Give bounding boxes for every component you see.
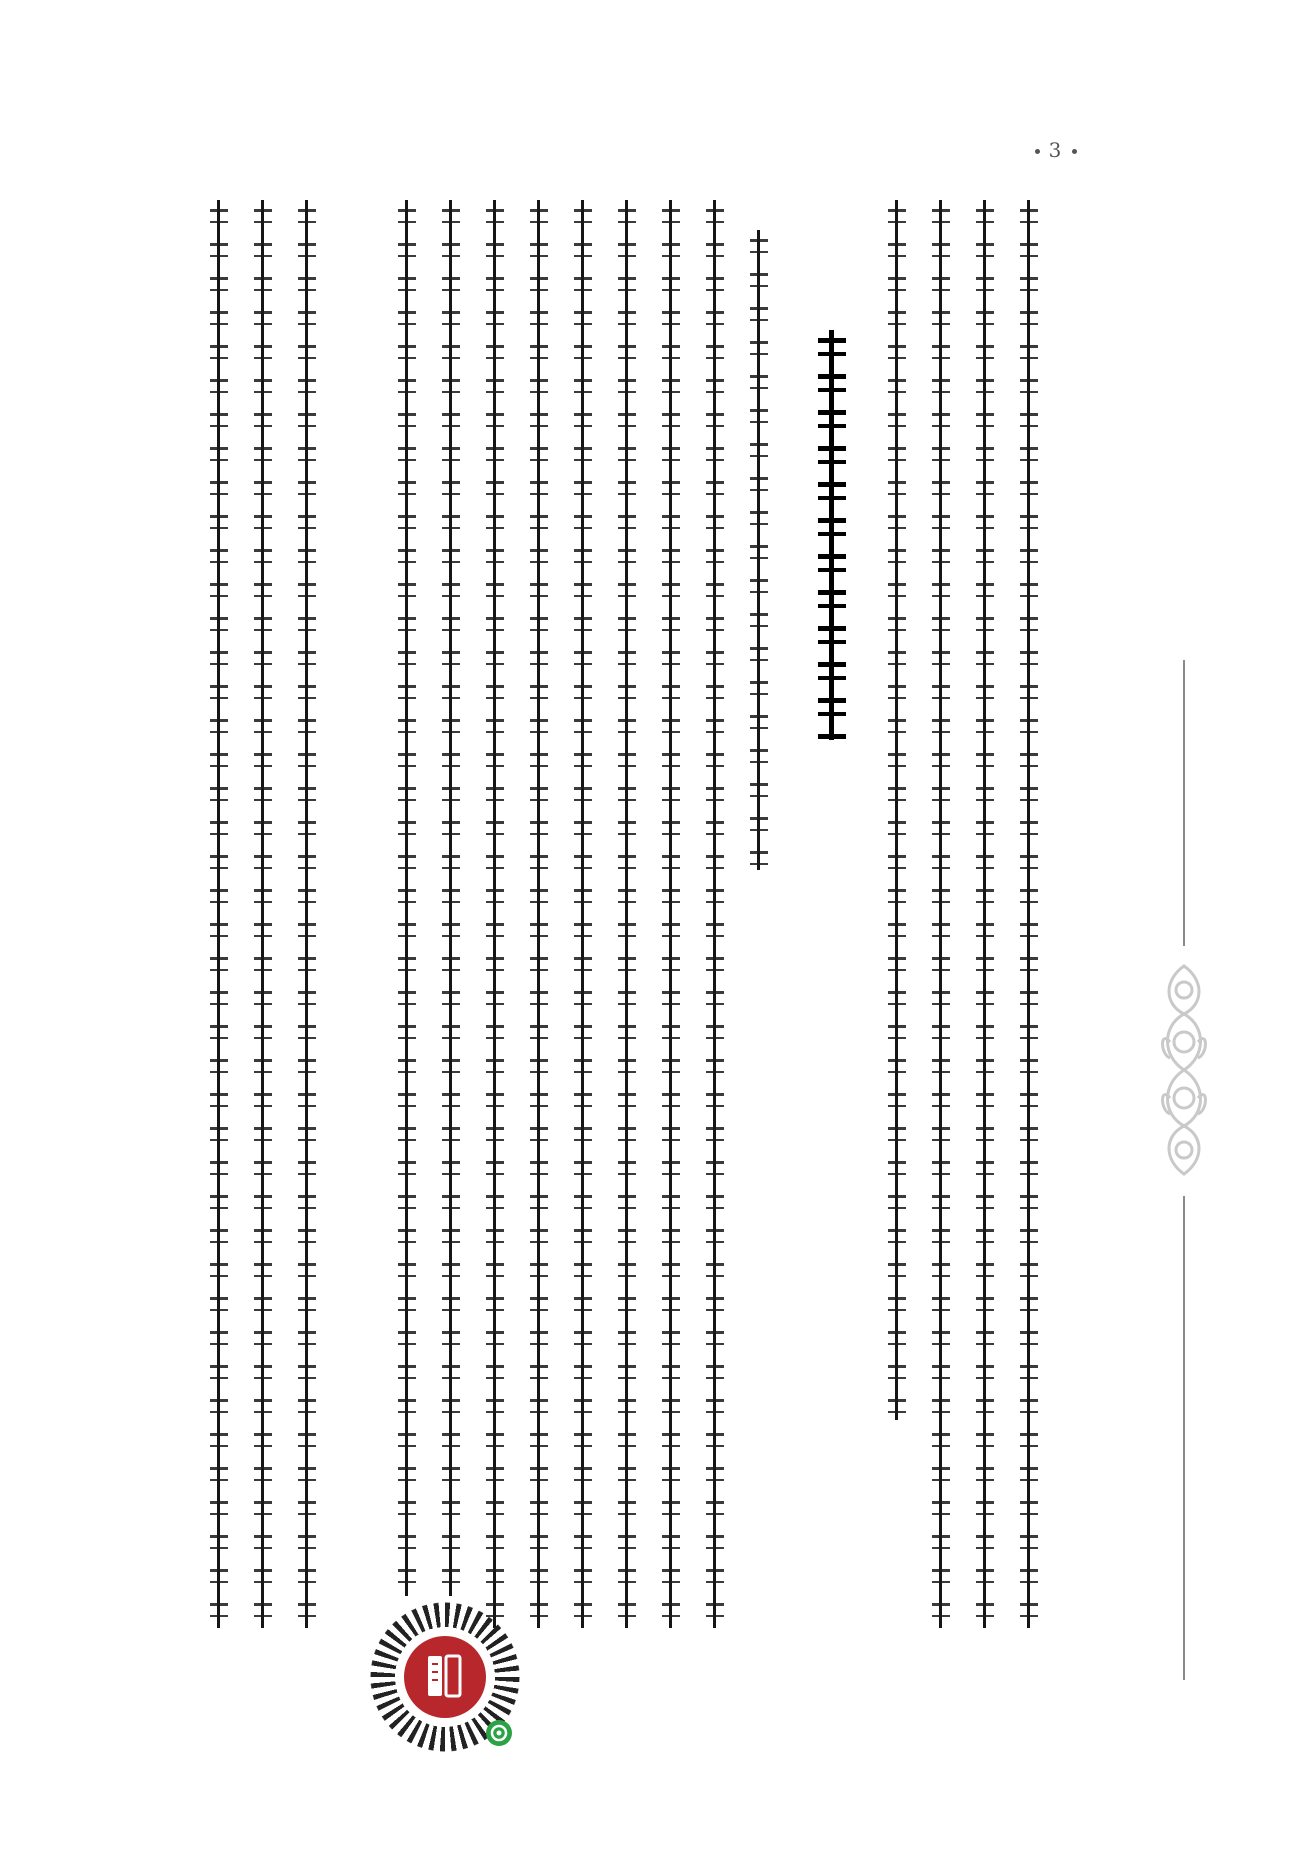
paragraph-1-column-4 (880, 200, 914, 1420)
paragraph-2-column-8 (434, 200, 468, 1596)
cloud-scroll-ornament-icon (1156, 960, 1212, 1180)
paragraph-2-column-2 (698, 200, 732, 1628)
wechat-badge-icon (486, 1720, 512, 1746)
paragraph-2-column-4 (610, 200, 644, 1628)
header-rule-bottom (1183, 1196, 1185, 1680)
page-number-dot-right (1072, 149, 1077, 154)
section-heading (812, 330, 852, 740)
paragraph-2-column-11 (246, 200, 280, 1628)
running-header (1154, 660, 1214, 1680)
paragraph-2-column-12 (202, 200, 236, 1628)
page-number-dot-left (1035, 149, 1040, 154)
paragraph-2-column-9 (390, 200, 424, 1596)
paragraph-2-column-3 (654, 200, 688, 1628)
page-number (1016, 138, 1096, 162)
qr-code-icon[interactable] (370, 1602, 520, 1752)
page-number-value: 3 (1048, 138, 1064, 162)
paragraph-1-column-2 (968, 200, 1002, 1628)
paragraph-2-column-1 (742, 230, 776, 870)
paragraph-1-column-3 (924, 200, 958, 1628)
header-rule-top (1183, 660, 1185, 946)
paragraph-2-column-10 (290, 200, 324, 1628)
paragraph-2-column-7 (478, 200, 512, 1628)
paragraph-2-column-5 (566, 200, 600, 1628)
book-logo-icon (426, 1652, 464, 1700)
paragraph-2-column-6 (522, 200, 556, 1628)
paragraph-1-column-1 (1012, 200, 1046, 1628)
